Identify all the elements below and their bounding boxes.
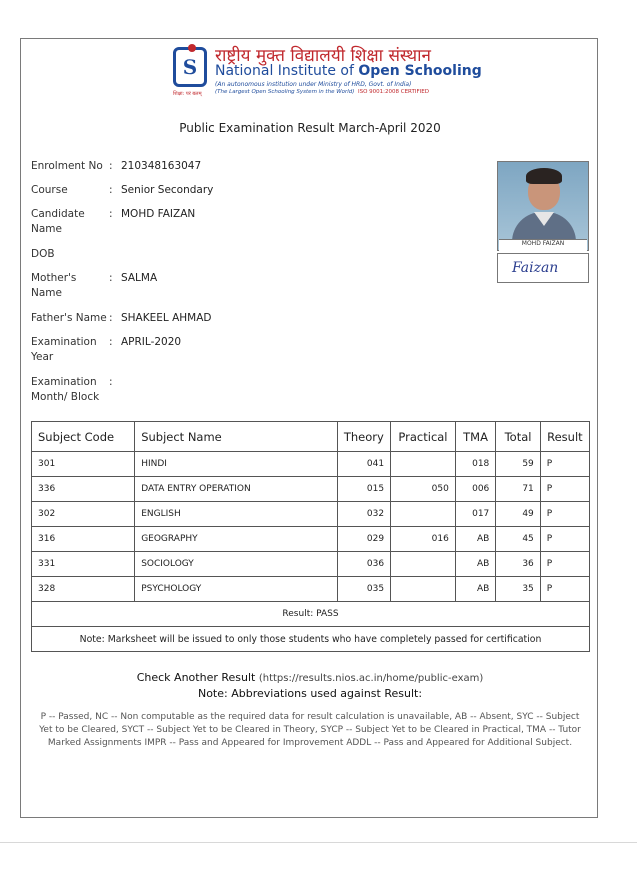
mother-label: Mother's Name — [31, 272, 77, 299]
separator: : — [109, 376, 113, 388]
overall-result: Result: PASS — [32, 602, 590, 627]
separator: : — [109, 272, 113, 284]
note-row — [32, 627, 590, 652]
logo-tagline: (The Largest Open Schooling System in the World) ISO 9001:2008 CERTIFIED — [215, 89, 429, 95]
abbreviations-legend: P -- Passed, NC -- Non computable as the required data for result calculation is unavailable, AB -- Absent, SYC -- Subject Yet to be Cleared, SYCT -- Subject Yet to be Cleared in Theory, SYCP -- Subject Yet to be Cleared in Practical, TMA -- Tutor Marked Assignments IMPR -- Pass and Appeared for Improvement ADDL -- Pass and Appeared for Additional Subject. — [39, 712, 581, 748]
theory-marks: 035 — [337, 577, 391, 602]
subject-result: P — [540, 577, 589, 602]
page-title: Public Examination Result March-April 2020 — [179, 121, 441, 135]
subject-name: ENGLISH — [135, 502, 337, 527]
tma-marks: AB — [455, 577, 495, 602]
subject-code: 316 — [32, 527, 135, 552]
subject-name: SOCIOLOGY — [135, 552, 337, 577]
exam-month-label: Examination Month/ Block — [31, 376, 100, 403]
enrolment-label: Enrolment No — [31, 160, 103, 172]
page-fold-line — [0, 842, 637, 843]
table-row — [32, 552, 590, 577]
total-marks: 45 — [496, 527, 541, 552]
father-value: SHAKEEL AHMAD — [121, 312, 212, 324]
candidate-signature — [497, 253, 589, 283]
subject-result: P — [540, 527, 589, 552]
theory-marks: 041 — [337, 452, 391, 477]
separator: : — [109, 184, 113, 196]
theory-marks: 032 — [337, 502, 391, 527]
practical-marks — [391, 502, 456, 527]
subject-result: P — [540, 477, 589, 502]
table-row — [32, 477, 590, 502]
enrolment-value: 210348163047 — [121, 160, 202, 172]
practical-marks: 016 — [391, 527, 456, 552]
candidate-photo — [497, 161, 589, 251]
table-row — [32, 452, 590, 477]
subject-name: PSYCHOLOGY — [135, 577, 337, 602]
subject-result: P — [540, 552, 589, 577]
practical-marks — [391, 577, 456, 602]
col-subject-code: Subject Code — [32, 422, 135, 452]
subject-name: HINDI — [135, 452, 337, 477]
theory-marks: 036 — [337, 552, 391, 577]
practical-marks: 050 — [391, 477, 456, 502]
course-label: Course — [31, 184, 68, 196]
subject-name: GEOGRAPHY — [135, 527, 337, 552]
nios-emblem-icon: S — [173, 47, 207, 87]
total-marks: 36 — [496, 552, 541, 577]
subject-code: 301 — [32, 452, 135, 477]
father-label: Father's Name — [31, 312, 107, 324]
check-another-result — [21, 671, 599, 684]
certification-note: Note: Marksheet will be issued to only those students who have completely passed for certification — [32, 627, 590, 652]
abbreviations-title: Note: Abbreviations used against Result: — [197, 687, 423, 700]
tma-marks: AB — [455, 552, 495, 577]
result-sheet — [20, 38, 598, 818]
subject-code: 336 — [32, 477, 135, 502]
subject-code: 302 — [32, 502, 135, 527]
total-marks: 71 — [496, 477, 541, 502]
dob-label: DOB — [31, 248, 55, 260]
results-url-link[interactable]: (https://results.nios.ac.in/home/public-exam) — [258, 673, 484, 684]
tma-marks: 018 — [455, 452, 495, 477]
photo-caption: MOHD FAIZAN — [499, 239, 587, 252]
col-result: Result — [540, 422, 589, 452]
candidate-label: Candidate Name — [31, 208, 85, 235]
result-row — [32, 602, 590, 627]
total-marks: 49 — [496, 502, 541, 527]
col-tma: TMA — [455, 422, 495, 452]
subject-code: 328 — [32, 577, 135, 602]
tma-marks: 006 — [455, 477, 495, 502]
exam-year-value: APRIL-2020 — [121, 336, 182, 348]
separator: : — [109, 336, 113, 348]
tma-marks: 017 — [455, 502, 495, 527]
total-marks: 35 — [496, 577, 541, 602]
practical-marks — [391, 452, 456, 477]
table-row — [32, 577, 590, 602]
candidate-value: MOHD FAIZAN — [121, 208, 196, 220]
nios-logo — [173, 43, 482, 101]
col-total: Total — [496, 422, 541, 452]
subject-name: DATA ENTRY OPERATION — [135, 477, 337, 502]
logo-hindi-name: राष्ट्रीय मुक्त विद्यालयी शिक्षा संस्थान — [215, 46, 431, 66]
logo-motto: शिक्षा: परं बलम् — [173, 91, 202, 97]
marks-table — [31, 421, 590, 652]
logo-english-name: National Institute of Open Schooling — [215, 63, 482, 79]
practical-marks — [391, 552, 456, 577]
separator: : — [109, 160, 113, 172]
exam-year-label: Examination Year — [31, 336, 97, 363]
col-subject-name: Subject Name — [135, 422, 337, 452]
mother-value: SALMA — [121, 272, 158, 284]
logo-subtitle: (An autonomous institution under Ministry of HRD, Govt. of India) — [215, 81, 412, 88]
subject-code: 331 — [32, 552, 135, 577]
signature-text: Faizan — [512, 260, 559, 276]
subject-result: P — [540, 452, 589, 477]
course-value: Senior Secondary — [121, 184, 214, 196]
separator: : — [109, 312, 113, 324]
check-another-result-label: Check Another Result — [136, 671, 256, 684]
theory-marks: 015 — [337, 477, 391, 502]
separator: : — [109, 208, 113, 220]
col-theory: Theory — [337, 422, 391, 452]
theory-marks: 029 — [337, 527, 391, 552]
subject-result: P — [540, 502, 589, 527]
tma-marks: AB — [455, 527, 495, 552]
table-row — [32, 527, 590, 552]
total-marks: 59 — [496, 452, 541, 477]
table-header-row — [32, 422, 590, 452]
col-practical: Practical — [391, 422, 456, 452]
table-row — [32, 502, 590, 527]
